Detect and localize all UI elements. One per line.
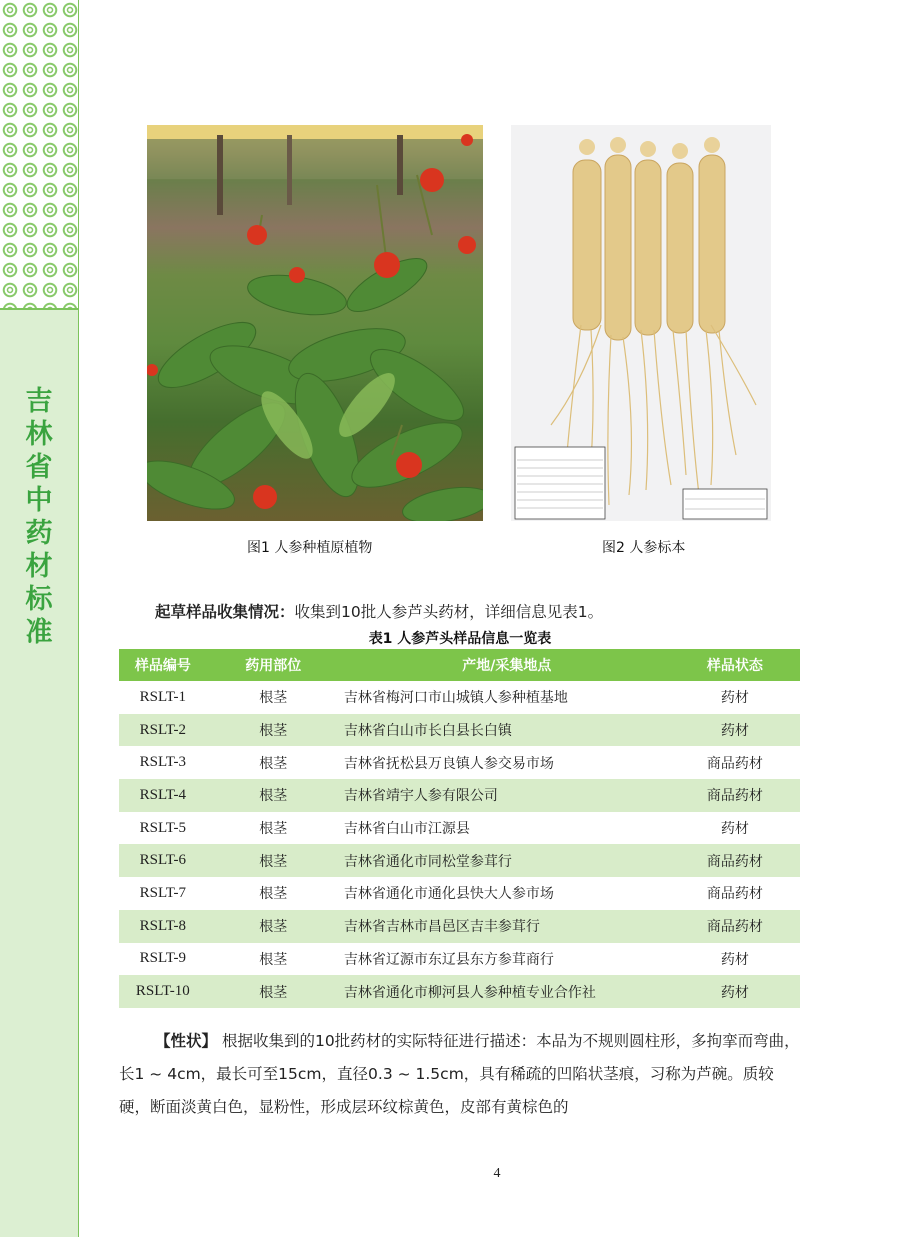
origin-cell: 吉林省白山市江源县 (343, 821, 470, 838)
origin-cell: 吉林省吉林市昌邑区吉丰参茸行 (340, 910, 670, 943)
section-heading: 【性状】 (155, 1032, 218, 1050)
part-cell: 根茎 (207, 975, 340, 1008)
part-cell: 根茎 (207, 714, 340, 747)
paragraph-label: 起草样品收集情况： (155, 603, 295, 621)
paragraph-text: 收集到10批人参芦头药材，详细信息见表1。 (294, 603, 604, 621)
sample-info-table (119, 649, 800, 1008)
title-char: 材 (25, 551, 53, 582)
status-cell: 药材 (720, 821, 749, 838)
sample-id-cell: RSLT-2 (119, 714, 207, 747)
table-row (119, 943, 800, 976)
table-row (119, 681, 800, 714)
page-number (0, 1166, 918, 1182)
part-cell: 根茎 (259, 951, 288, 968)
sample-id-cell: RSLT-5 (139, 819, 187, 836)
part-cell: 根茎 (259, 886, 288, 903)
ginseng-plant-illustration (147, 125, 483, 521)
table-row (119, 812, 800, 845)
ginseng-specimen-illustration (511, 125, 771, 521)
origin-cell: 吉林省白山市长白县长白镇 (340, 714, 670, 747)
part-cell: 根茎 (259, 821, 288, 838)
page-number-value: 4 (493, 1166, 501, 1181)
title-char: 标 (25, 584, 53, 615)
characteristics-text: 根据收集到的10批药材的实际特征进行描述：本品为不规则圆柱形，多拘挛而弯曲，长1 ~ 4cm，最长可至15cm，直径0.3 ~ 1.5cm，具有稀疏的凹陷状茎痕，习称为芦碗。质较硬，断面淡黄白色，显粉性，形成层环纹棕黄色，皮部有黄棕色的 (119, 1032, 800, 1116)
column-header: 产地/采集地点 (340, 649, 670, 681)
status-cell: 药材 (720, 690, 749, 707)
title-char: 药 (25, 518, 53, 549)
ginseng-specimen-photo (511, 125, 771, 521)
sample-id-cell: RSLT-1 (139, 688, 187, 705)
sample-id-cell: RSLT-4 (119, 779, 207, 812)
status-cell: 商品药材 (706, 755, 763, 772)
figure-1-caption: 图1 人参种植原植物 (247, 540, 373, 556)
part-cell: 根茎 (207, 844, 340, 877)
table-title: 表1 人参芦头样品信息一览表 (368, 631, 552, 647)
status-cell: 药材 (670, 714, 800, 747)
status-cell: 药材 (670, 975, 800, 1008)
title-char: 吉 (25, 386, 53, 417)
title-char: 省 (25, 452, 53, 483)
part-cell: 根茎 (259, 755, 288, 772)
column-header: 样品状态 (670, 649, 800, 681)
title-char: 准 (25, 617, 53, 648)
sample-id-cell: RSLT-7 (139, 884, 187, 901)
table-row (119, 714, 800, 747)
status-cell: 商品药材 (670, 844, 800, 877)
table-row (119, 877, 800, 910)
side-banner (0, 0, 79, 1237)
origin-cell: 吉林省梅河口市山城镇人参种植基地 (343, 690, 568, 707)
sample-collection-paragraph (119, 596, 801, 629)
origin-cell: 吉林省通化市柳河县人参种植专业合作社 (340, 975, 670, 1008)
side-banner-title (0, 385, 78, 649)
column-header: 样品编号 (119, 649, 207, 681)
title-char: 中 (25, 485, 53, 516)
title-char: 林 (25, 419, 53, 450)
part-cell: 根茎 (259, 690, 288, 707)
sample-id-cell: RSLT-9 (139, 950, 187, 967)
sample-id-cell: RSLT-6 (119, 844, 207, 877)
table-row (119, 779, 800, 812)
part-cell: 根茎 (207, 779, 340, 812)
status-cell: 商品药材 (670, 910, 800, 943)
origin-cell: 吉林省靖宇人参有限公司 (340, 779, 670, 812)
status-cell: 商品药材 (670, 779, 800, 812)
characteristics-paragraph (119, 1025, 801, 1124)
table-header-row (119, 649, 800, 681)
sample-id-cell: RSLT-3 (139, 754, 187, 771)
table-row (119, 746, 800, 779)
sample-id-cell: RSLT-10 (119, 975, 207, 1008)
figure-2-caption: 图2 人参标本 (602, 540, 686, 556)
origin-cell: 吉林省通化市通化县快大人参市场 (343, 886, 554, 903)
table-row (119, 844, 800, 877)
status-cell: 药材 (720, 951, 749, 968)
decorative-cloud-pattern (0, 0, 78, 310)
origin-cell: 吉林省抚松县万良镇人参交易市场 (343, 755, 554, 772)
origin-cell: 吉林省辽源市东辽县东方参茸商行 (343, 951, 554, 968)
origin-cell: 吉林省通化市同松堂参茸行 (340, 844, 670, 877)
table-row (119, 975, 800, 1008)
ginseng-plant-photo (147, 125, 483, 521)
column-header: 药用部位 (207, 649, 340, 681)
table-row (119, 910, 800, 943)
sample-id-cell: RSLT-8 (119, 910, 207, 943)
part-cell: 根茎 (207, 910, 340, 943)
status-cell: 商品药材 (706, 886, 763, 903)
